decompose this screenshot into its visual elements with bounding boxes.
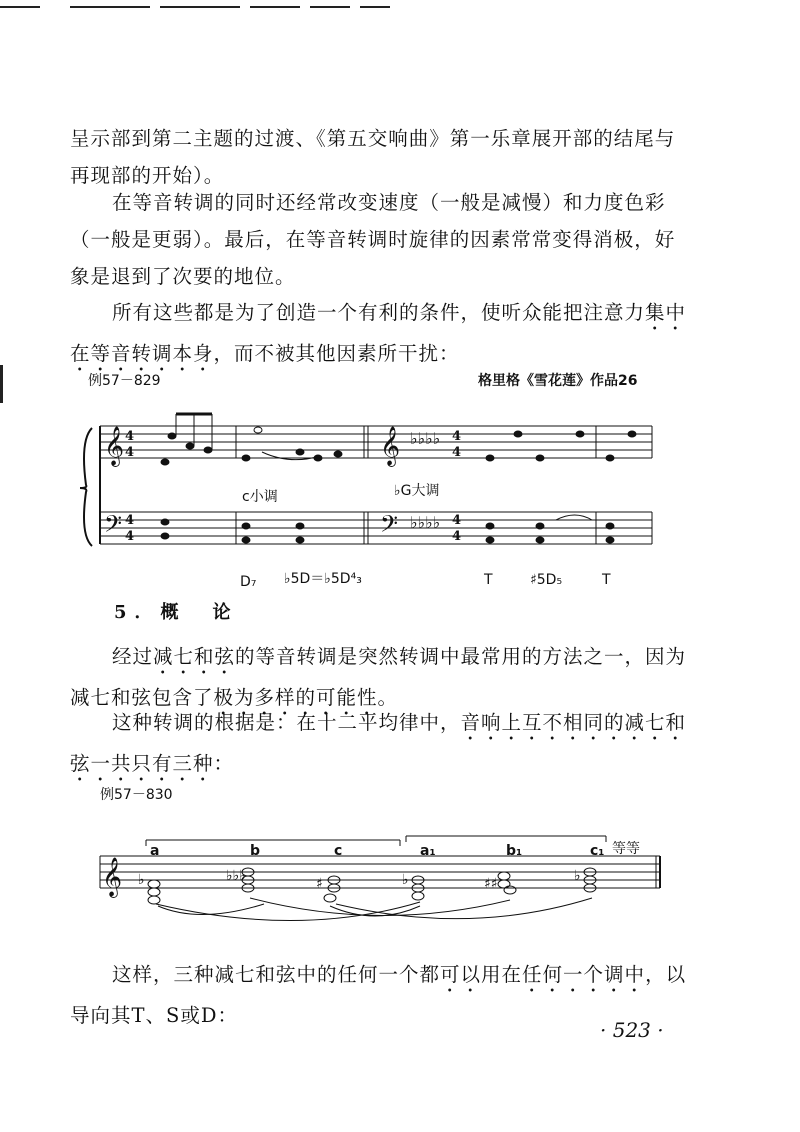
paragraph-6-text-a: 这样，三种减七和弦中的任何一个都 xyxy=(112,963,441,986)
svg-text:4: 4 xyxy=(125,445,135,460)
paragraph-3-text-c: ，而不被其他因素所干扰： xyxy=(213,342,460,365)
svg-text:4: 4 xyxy=(125,513,135,528)
paragraph-6-text-e: ，以导向其T、S或D： xyxy=(70,963,687,1027)
example-2-label-a1: a₁ xyxy=(420,843,436,859)
svg-text:♭♭♭♭: ♭♭♭♭ xyxy=(410,429,441,448)
example-2-label-b: b xyxy=(250,843,261,859)
example-1-chord-5: T xyxy=(602,572,611,588)
svg-text:𝄞: 𝄞 xyxy=(102,857,123,897)
example-2-etc: 等等 xyxy=(612,841,640,857)
example-2-label-b1: b₁ xyxy=(506,843,523,859)
top-rule-1 xyxy=(0,6,40,8)
svg-text:♭♭♭♭: ♭♭♭♭ xyxy=(410,513,441,532)
margin-mark xyxy=(0,365,3,403)
paragraph-6-emphasis-1: 可以 xyxy=(440,963,482,986)
example-2-score xyxy=(0,820,800,930)
svg-text:4: 4 xyxy=(452,513,462,528)
example-1-key-1: c小调 xyxy=(242,489,278,505)
svg-text:4: 4 xyxy=(125,429,135,444)
paragraph-4-emphasis-1: 减七和弦 xyxy=(153,645,236,668)
svg-text:4: 4 xyxy=(125,529,135,544)
top-rule-6 xyxy=(360,6,390,8)
example-1-label: 例57－829 xyxy=(88,373,161,389)
top-rule-4 xyxy=(250,6,300,8)
svg-text:4: 4 xyxy=(452,445,462,460)
example-1-chord-4: ♯5D₅ xyxy=(530,572,563,588)
paragraph-4-text-c: 的等音转调是突然转调中最常用的方法之一，因为减七和弦包含了 xyxy=(70,645,687,709)
svg-text:𝄞: 𝄞 xyxy=(104,426,125,466)
svg-text:𝄢: 𝄢 xyxy=(104,510,123,543)
svg-text:𝄢: 𝄢 xyxy=(380,510,399,543)
example-2-label-a: a xyxy=(150,843,160,859)
example-1-chord-3: T xyxy=(484,572,493,588)
paragraph-5-text-a: 这种转调的根据是：在十二平均律中， xyxy=(112,711,461,734)
paragraph-5 xyxy=(70,704,690,786)
page-number: · 523 · xyxy=(600,1018,664,1042)
svg-text:♯♯: ♯♯ xyxy=(484,876,498,892)
svg-text:♭: ♭ xyxy=(138,872,145,888)
top-rule-2 xyxy=(70,6,150,8)
paragraph-1: 呈示部到第二主题的过渡、《第五交响曲》第一乐章展开部的结尾与再现部的开始）。 xyxy=(70,127,676,187)
paragraph-3-emphasis: 集中在等音转调本身 xyxy=(70,301,687,365)
top-rule-5 xyxy=(310,6,350,8)
svg-text:♭: ♭ xyxy=(574,868,581,884)
paragraph-6-emphasis-2: 任何一个调中 xyxy=(522,963,646,986)
paragraph-4-text-e: 。 xyxy=(377,686,399,709)
example-1-source: 格里格《雪花莲》作品26 xyxy=(478,373,638,389)
paragraph-4-text-a: 经过 xyxy=(112,645,154,668)
example-1-chord-2: ♭5D＝♭5D⁴₃ xyxy=(284,571,362,587)
top-rule-3 xyxy=(160,6,240,8)
paragraph-6-text-c: 用在 xyxy=(481,963,523,986)
svg-text:♯: ♯ xyxy=(316,876,323,892)
paragraph-4-emphasis-2: 极为多样的可能性 xyxy=(213,686,378,709)
svg-text:♭♭♭: ♭♭♭ xyxy=(226,868,246,884)
paragraph-5-text-c: ： xyxy=(213,752,235,775)
example-2-label-c: c xyxy=(334,843,343,859)
example-1-score xyxy=(0,400,800,600)
example-1-chord-1: D₇ xyxy=(240,574,257,590)
paragraph-6 xyxy=(70,956,690,1034)
example-2-label-c1: c₁ xyxy=(590,843,605,859)
svg-text:♭: ♭ xyxy=(402,872,409,888)
paragraph-2: 在等音转调的同时还经常改变速度（一般是减慢）和力度色彩（一般是更弱）。最后，在等音转调时旋律的因素常常变得消极，好象是退到了次要的地位。 xyxy=(70,191,676,288)
example-2-label: 例57－830 xyxy=(100,787,173,803)
section-heading: 5．概 论 xyxy=(114,602,239,623)
paragraph-3-text-a: 所有这些都是为了创造一个有利的条件，使听众能把注意力 xyxy=(112,301,646,324)
paragraph-3 xyxy=(70,294,690,376)
svg-text:𝄞: 𝄞 xyxy=(380,426,401,466)
example-1-key-2: ♭G大调 xyxy=(394,483,440,499)
svg-text:4: 4 xyxy=(452,529,462,544)
paragraph-5-emphasis: 音响上互不相同的减七和弦一共只有三种 xyxy=(70,711,687,775)
svg-text:4: 4 xyxy=(452,429,462,444)
